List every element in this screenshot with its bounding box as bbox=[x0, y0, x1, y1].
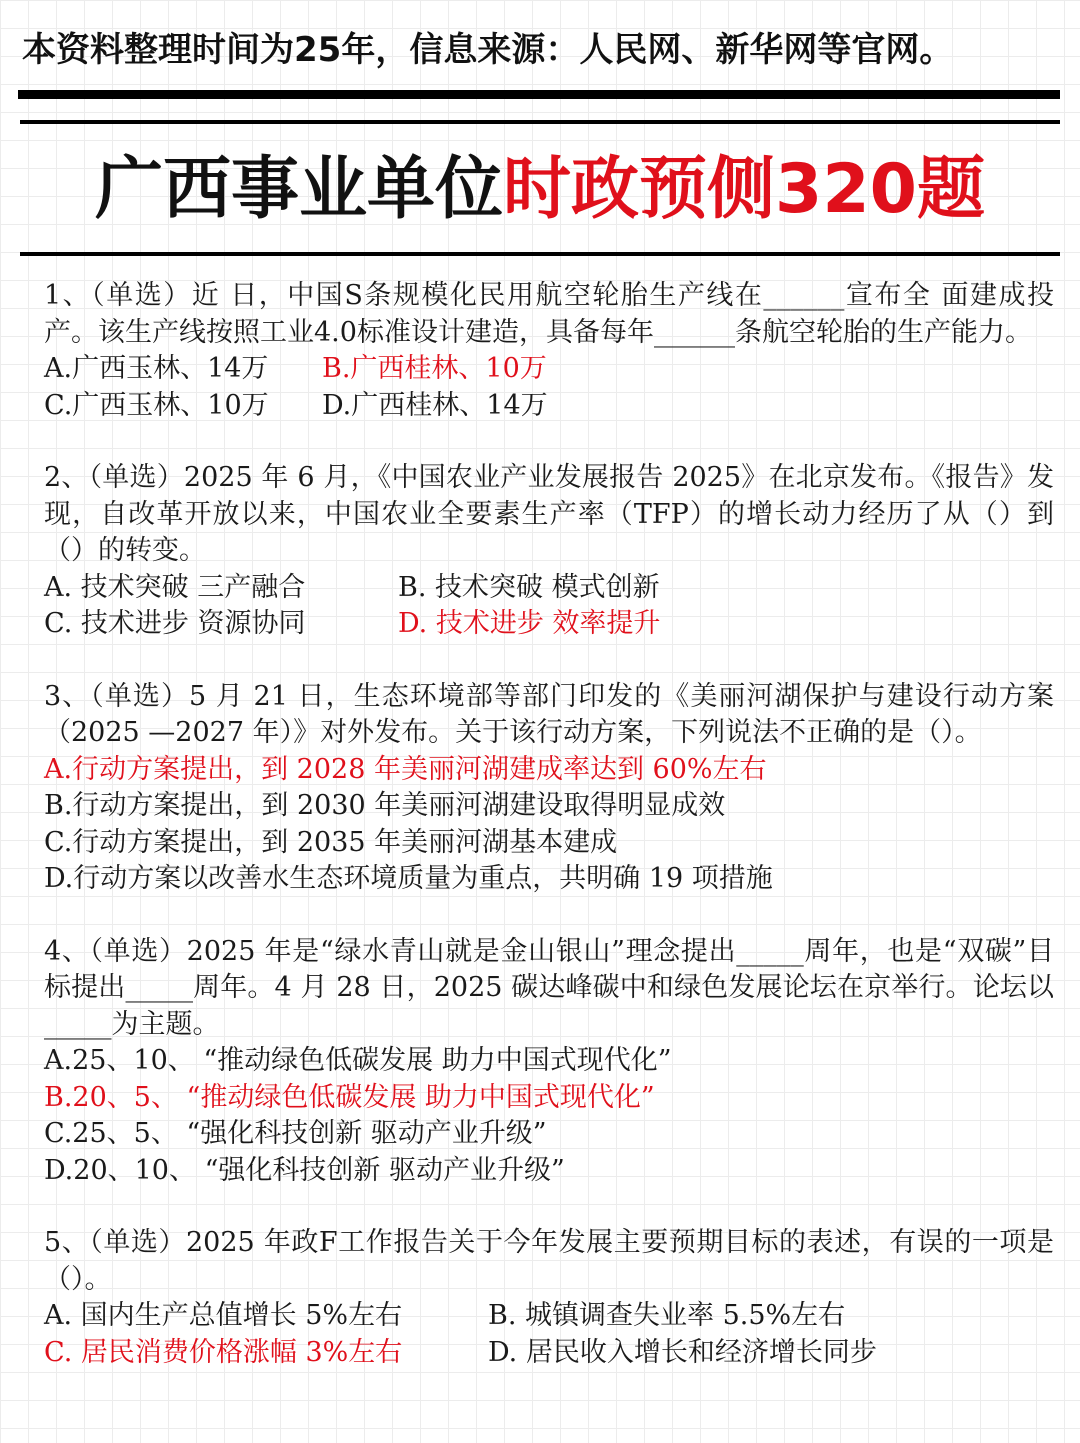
question-5 bbox=[44, 1225, 1054, 1371]
question-4 bbox=[44, 934, 1054, 1190]
option-b-answer: B.广西桂林、10万 bbox=[322, 353, 547, 384]
question-stem: 4、（单选）2025 年是“绿水青山就是金山银山”理念提出_____周年，也是“双碳”目标提出_____周年。4 月 28 日，2025 碳达峰碳中和绿色发展论坛在京举行。论坛以_____为主题。 bbox=[44, 935, 1054, 1040]
option-row bbox=[44, 570, 1054, 607]
question-2 bbox=[44, 460, 1054, 643]
option-a: A.广西玉林、14万 bbox=[44, 353, 269, 384]
option-c: C.广西玉林、10万 bbox=[44, 389, 269, 421]
option-b: B. 城镇调查失业率 5.5%左右 bbox=[488, 1300, 846, 1331]
option-d: D.20、10、 “强化科技创新 驱动产业升级” bbox=[44, 1154, 565, 1186]
title-main: 广西事业单位 bbox=[95, 150, 504, 229]
option-b: B. 技术突破 模式创新 bbox=[398, 571, 660, 603]
option-row bbox=[44, 606, 1054, 643]
option-row bbox=[44, 1335, 1054, 1372]
option-c-answer: C. 居民消费价格涨幅 3%左右 bbox=[44, 1336, 403, 1368]
question-1 bbox=[44, 278, 1054, 424]
option-a-answer: A.行动方案提出，到 2028 年美丽河湖建成率达到 60%左右 bbox=[44, 753, 767, 785]
page-title bbox=[0, 140, 1080, 240]
divider-upper bbox=[20, 120, 1060, 124]
question-list bbox=[44, 278, 1054, 1371]
option-row bbox=[44, 1298, 1054, 1335]
option-d-answer: D. 技术进步 效率提升 bbox=[398, 608, 661, 639]
option-a: A. 国内生产总值增长 5%左右 bbox=[44, 1300, 403, 1331]
question-stem: 5、（单选）2025 年政F工作报告关于今年发展主要预期目标的表述，有误的一项是（）。 bbox=[44, 1227, 1054, 1295]
question-stem: 1、（单选）近 日，中国S条规模化民用航空轮胎生产线在______宣布全 面建成投产。该生产线按照工业4.0标准设计建造，具备每年______条航空轮胎的生产能力。 bbox=[44, 280, 1054, 348]
option-c: C.25、5、 “强化科技创新 驱动产业升级” bbox=[44, 1118, 547, 1149]
question-stem: 3、（单选）5 月 21 日，生态环境部等部门印发的《美丽河湖保护与建设行动方案（2025 —2027 年）》对外发布。关于该行动方案，下列说法不正确的是（）。 bbox=[44, 680, 1054, 748]
option-d: D. 居民收入增长和经济增长同步 bbox=[488, 1336, 877, 1368]
option-d: D.广西桂林、14万 bbox=[322, 389, 548, 421]
title-highlight: 时政预侧320题 bbox=[503, 150, 985, 229]
divider-top bbox=[18, 90, 1060, 99]
question-stem: 2、（单选）2025 年 6 月，《中国农业产业发展报告 2025》在北京发布。《报告》发现，自改革开放以来，中国农业全要素生产率（TFP）的增长动力经历了从（）到（）的转变。 bbox=[44, 462, 1054, 566]
option-c: C.行动方案提出，到 2035 年美丽河湖基本建成 bbox=[44, 826, 618, 858]
divider-lower bbox=[20, 252, 1060, 256]
option-b-answer: B.20、5、 “推动绿色低碳发展 助力中国式现代化” bbox=[44, 1081, 655, 1113]
source-note: 本资料整理时间为25年，信息来源：人民网、新华网等官网。 bbox=[22, 30, 954, 70]
option-row bbox=[44, 388, 1054, 425]
option-row bbox=[44, 351, 1054, 388]
option-d: D.行动方案以改善水生态环境质量为重点，共明确 19 项措施 bbox=[44, 863, 773, 894]
option-a: A. 技术突破 三产融合 bbox=[44, 571, 306, 603]
option-b: B.行动方案提出，到 2030 年美丽河湖建设取得明显成效 bbox=[44, 790, 726, 821]
question-3 bbox=[44, 679, 1054, 898]
option-a: A.25、10、 “推动绿色低碳发展 助力中国式现代化” bbox=[44, 1045, 672, 1076]
option-c: C. 技术进步 资源协同 bbox=[44, 608, 306, 639]
